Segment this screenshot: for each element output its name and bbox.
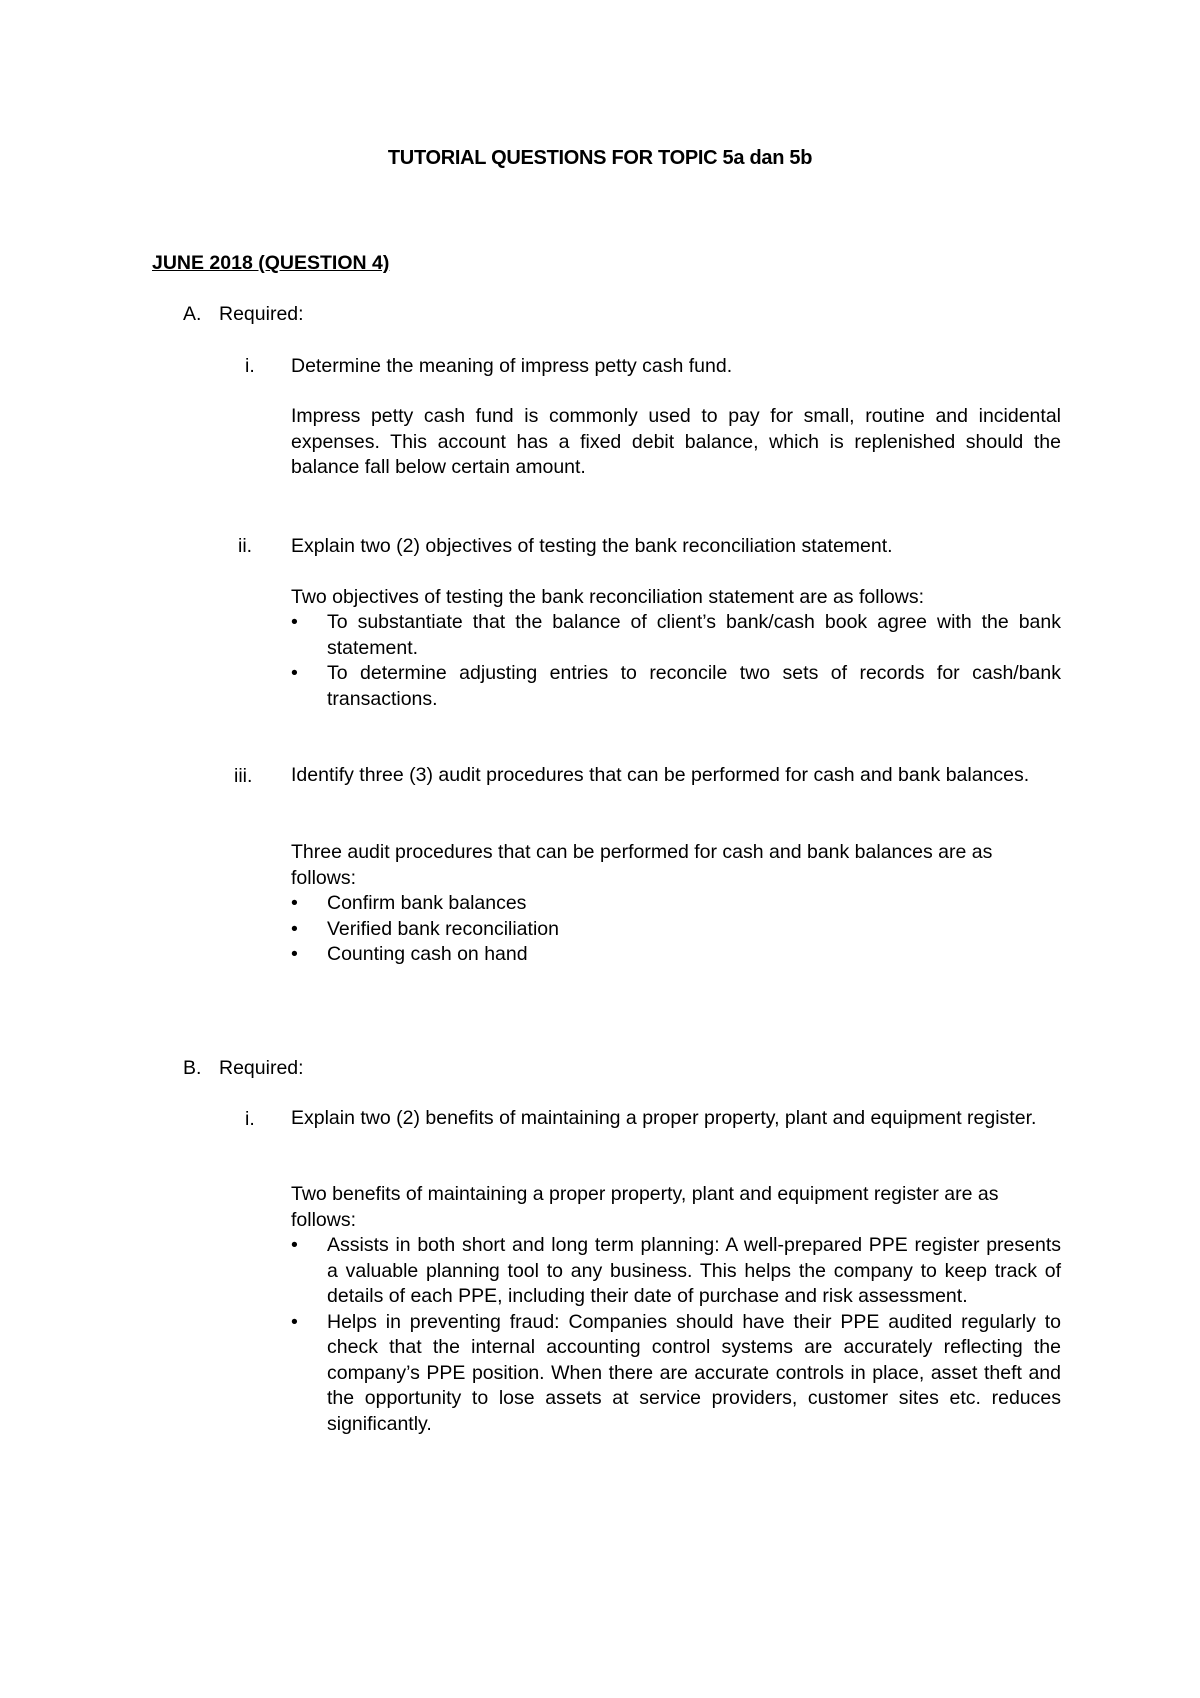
part-b-text: Required:: [219, 1057, 304, 1079]
part-a-label: A.: [183, 303, 202, 325]
bullet-icon: •: [291, 1310, 298, 1333]
list-item-text: Helps in preventing fraud: Companies should have their PPE audited regularly to check that the internal accounting control systems are accurately reflecting the company’s PPE position. When there are accurate controls in place, asset theft and the opportunity to lose assets at service providers, customer sites etc. reduces significantly.: [327, 1310, 1061, 1435]
question-number: iii.: [234, 765, 253, 787]
section-heading: JUNE 2018 (QUESTION 4): [152, 252, 390, 274]
list-item: [291, 891, 1061, 917]
list-item: [291, 917, 1061, 943]
bullet-icon: •: [291, 1234, 298, 1256]
part-b-label: B.: [183, 1057, 202, 1079]
answer-intro: Two benefits of maintaining a proper property, plant and equipment register are as follows:: [291, 1183, 999, 1231]
part-a-text: Required:: [219, 303, 304, 325]
document-title: TUTORIAL QUESTIONS FOR TOPIC 5a dan 5b: [387, 147, 813, 169]
bullet-list: [291, 610, 1061, 712]
question-text: Explain two (2) objectives of testing the bank reconciliation statement.: [291, 535, 893, 557]
answer-intro: Two objectives of testing the bank reconciliation statement are as follows:: [291, 586, 924, 608]
list-item: [291, 610, 1061, 661]
question-text: Explain two (2) benefits of maintaining a proper property, plant and equipment register.: [291, 1107, 1037, 1129]
question-number: ii.: [238, 535, 253, 557]
answer-intro: Three audit procedures that can be performed for cash and bank balances are as follows:: [291, 841, 993, 889]
question-number: i.: [245, 1108, 255, 1130]
list-item-text: Counting cash on hand: [327, 943, 528, 965]
question-number: i.: [245, 355, 255, 377]
list-item: [291, 942, 1061, 968]
question-text: Determine the meaning of impress petty cash fund.: [291, 355, 733, 377]
bullet-icon: •: [291, 611, 298, 633]
bullet-icon: •: [291, 917, 298, 940]
list-item-text: Assists in both short and long term planning: A well-prepared PPE register presents a valuable planning tool to any business. This helps the company to keep track of details of each PPE, including their date of purchase and risk assessment.: [327, 1234, 1061, 1307]
list-item-text: Verified bank reconciliation: [327, 917, 559, 940]
list-item-text: To determine adjusting entries to reconcile two sets of records for cash/bank transactions.: [327, 662, 1061, 710]
list-item: [291, 1233, 1061, 1310]
question-text: Identify three (3) audit procedures that can be performed for cash and bank balances.: [291, 764, 1030, 786]
list-item-text: Confirm bank balances: [327, 892, 527, 914]
bullet-icon: •: [291, 943, 298, 965]
list-item: [291, 1310, 1061, 1438]
bullet-list: [291, 891, 1061, 968]
bullet-list: [291, 1233, 1061, 1437]
answer-text: Impress petty cash fund is commonly used to pay for small, routine and incidental expenses. This account has a fixed debit balance, which is replenished should the balance fall below certain amount.: [291, 405, 1061, 478]
list-item-text: To substantiate that the balance of client’s bank/cash book agree with the bank statement.: [327, 611, 1061, 659]
list-item: [291, 661, 1061, 712]
bullet-icon: •: [291, 892, 298, 914]
bullet-icon: •: [291, 662, 298, 684]
